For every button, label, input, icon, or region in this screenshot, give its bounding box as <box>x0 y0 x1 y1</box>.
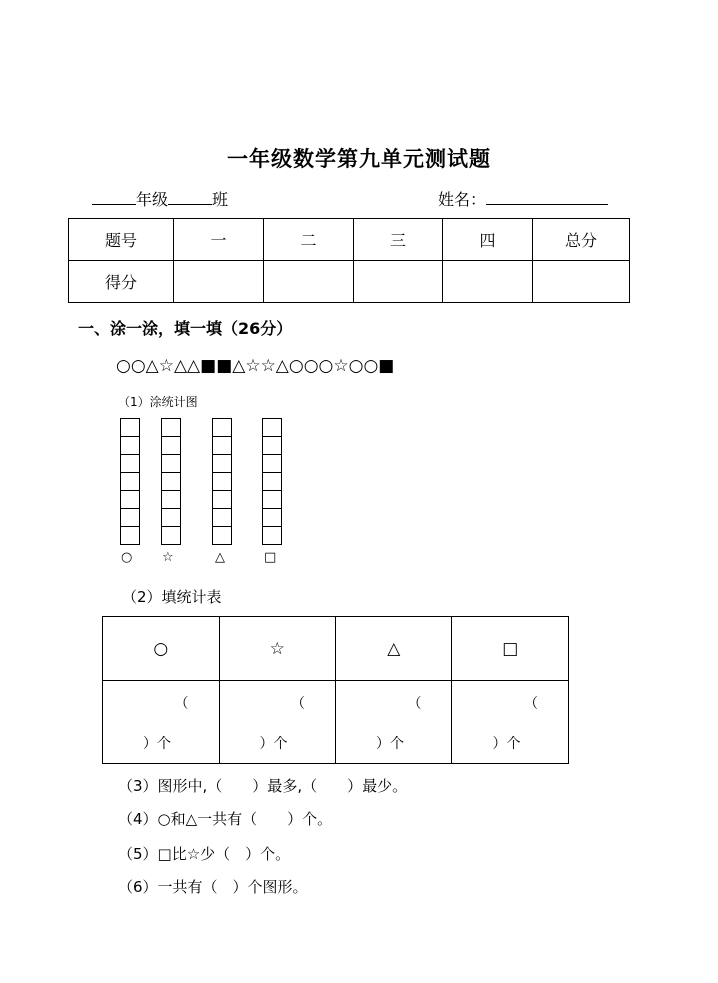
chart-cell[interactable] <box>120 508 140 527</box>
stat-table <box>102 616 569 764</box>
chart-cell[interactable] <box>161 472 181 491</box>
score-row-label: 得分 <box>69 261 174 303</box>
name-line <box>438 187 608 210</box>
score-header-cell: 三 <box>354 219 443 261</box>
chart-cell[interactable] <box>161 490 181 509</box>
grade-label: 年级 <box>136 190 169 209</box>
chart-cell[interactable] <box>212 454 232 473</box>
open-paren: （ <box>524 696 538 712</box>
stat-header-star: ☆ <box>219 617 336 681</box>
stat-header-circle: ○ <box>103 617 220 681</box>
score-header-cell: 总分 <box>533 219 630 261</box>
grade-blank[interactable] <box>92 190 136 205</box>
question-4: （4）○和△一共有（ ）个。 <box>118 810 333 828</box>
chart-cell[interactable] <box>262 418 282 437</box>
chart-cell[interactable] <box>212 418 232 437</box>
chart-cell[interactable] <box>212 490 232 509</box>
name-blank[interactable] <box>486 190 608 205</box>
chart-cell[interactable] <box>262 526 282 545</box>
chart-cell[interactable] <box>212 436 232 455</box>
chart-column-star[interactable] <box>161 419 181 545</box>
chart-cell[interactable] <box>120 526 140 545</box>
chart-cell[interactable] <box>120 436 140 455</box>
chart-column-square[interactable] <box>262 419 282 545</box>
stat-answer-cell[interactable] <box>219 681 336 764</box>
score-header-cell: 一 <box>174 219 264 261</box>
chart-cell[interactable] <box>161 508 181 527</box>
stat-answer-cell[interactable] <box>336 681 452 764</box>
grade-class-line <box>92 187 228 210</box>
stat-answer-row <box>103 681 569 764</box>
shape-sequence: ○○△☆△△■■△☆☆△○○○☆○○■ <box>116 356 395 376</box>
name-label: 姓名： <box>438 190 487 209</box>
triangle-label: △ <box>215 550 225 565</box>
chart-cell[interactable] <box>120 418 140 437</box>
page-title: 一年级数学第九单元测试题 <box>227 146 491 171</box>
stat-header-triangle: △ <box>336 617 452 681</box>
question-3: （3）图形中,（ ）最多,（ ）最少。 <box>118 777 408 795</box>
stat-answer-cell[interactable] <box>103 681 220 764</box>
chart-cell[interactable] <box>262 490 282 509</box>
score-input-cell[interactable] <box>443 261 533 303</box>
question-1-label: （1）涂统计图 <box>118 395 198 409</box>
chart-cell[interactable] <box>120 472 140 491</box>
score-row <box>69 261 630 303</box>
chart-cell[interactable] <box>212 508 232 527</box>
open-paren: （ <box>407 696 422 712</box>
score-header-row <box>69 219 630 261</box>
close-unit: ）个 <box>259 736 288 752</box>
score-header-cell: 题号 <box>69 219 174 261</box>
close-unit: ）个 <box>376 736 404 752</box>
chart-column-triangle[interactable] <box>212 419 232 545</box>
chart-cell[interactable] <box>161 436 181 455</box>
chart-cell[interactable] <box>262 454 282 473</box>
chart-cell[interactable] <box>161 418 181 437</box>
score-input-cell[interactable] <box>174 261 264 303</box>
chart-cell[interactable] <box>262 472 282 491</box>
score-header-cell: 二 <box>264 219 354 261</box>
class-blank[interactable] <box>168 190 212 205</box>
circle-label: ○ <box>121 550 133 565</box>
chart-cell[interactable] <box>161 454 181 473</box>
close-unit: ）个 <box>492 736 521 752</box>
chart-column-circle[interactable] <box>120 419 140 545</box>
chart-cell[interactable] <box>212 526 232 545</box>
chart-cell[interactable] <box>212 472 232 491</box>
chart-cell[interactable] <box>262 508 282 527</box>
score-input-cell[interactable] <box>533 261 630 303</box>
score-header-cell: 四 <box>443 219 533 261</box>
question-5: （5）□比☆少（ ）个。 <box>118 845 291 863</box>
chart-cell[interactable] <box>120 454 140 473</box>
star-label: ☆ <box>162 550 174 565</box>
question-2-label: （2）填统计表 <box>122 588 222 606</box>
open-paren: （ <box>291 696 305 712</box>
square-label: □ <box>264 550 277 565</box>
chart-cell[interactable] <box>120 490 140 509</box>
stat-answer-cell[interactable] <box>452 681 569 764</box>
open-paren: （ <box>174 696 189 712</box>
stat-header-row <box>103 617 569 681</box>
class-label: 班 <box>212 190 229 209</box>
question-6: （6）一共有（ ）个图形。 <box>118 878 308 896</box>
chart-cell[interactable] <box>161 526 181 545</box>
score-table <box>68 218 630 303</box>
score-input-cell[interactable] <box>264 261 354 303</box>
chart-cell[interactable] <box>262 436 282 455</box>
close-unit: ）个 <box>143 736 171 752</box>
section-heading: 一、涂一涂，填一填（26分） <box>78 319 293 338</box>
stat-header-square: □ <box>452 617 569 681</box>
score-input-cell[interactable] <box>354 261 443 303</box>
